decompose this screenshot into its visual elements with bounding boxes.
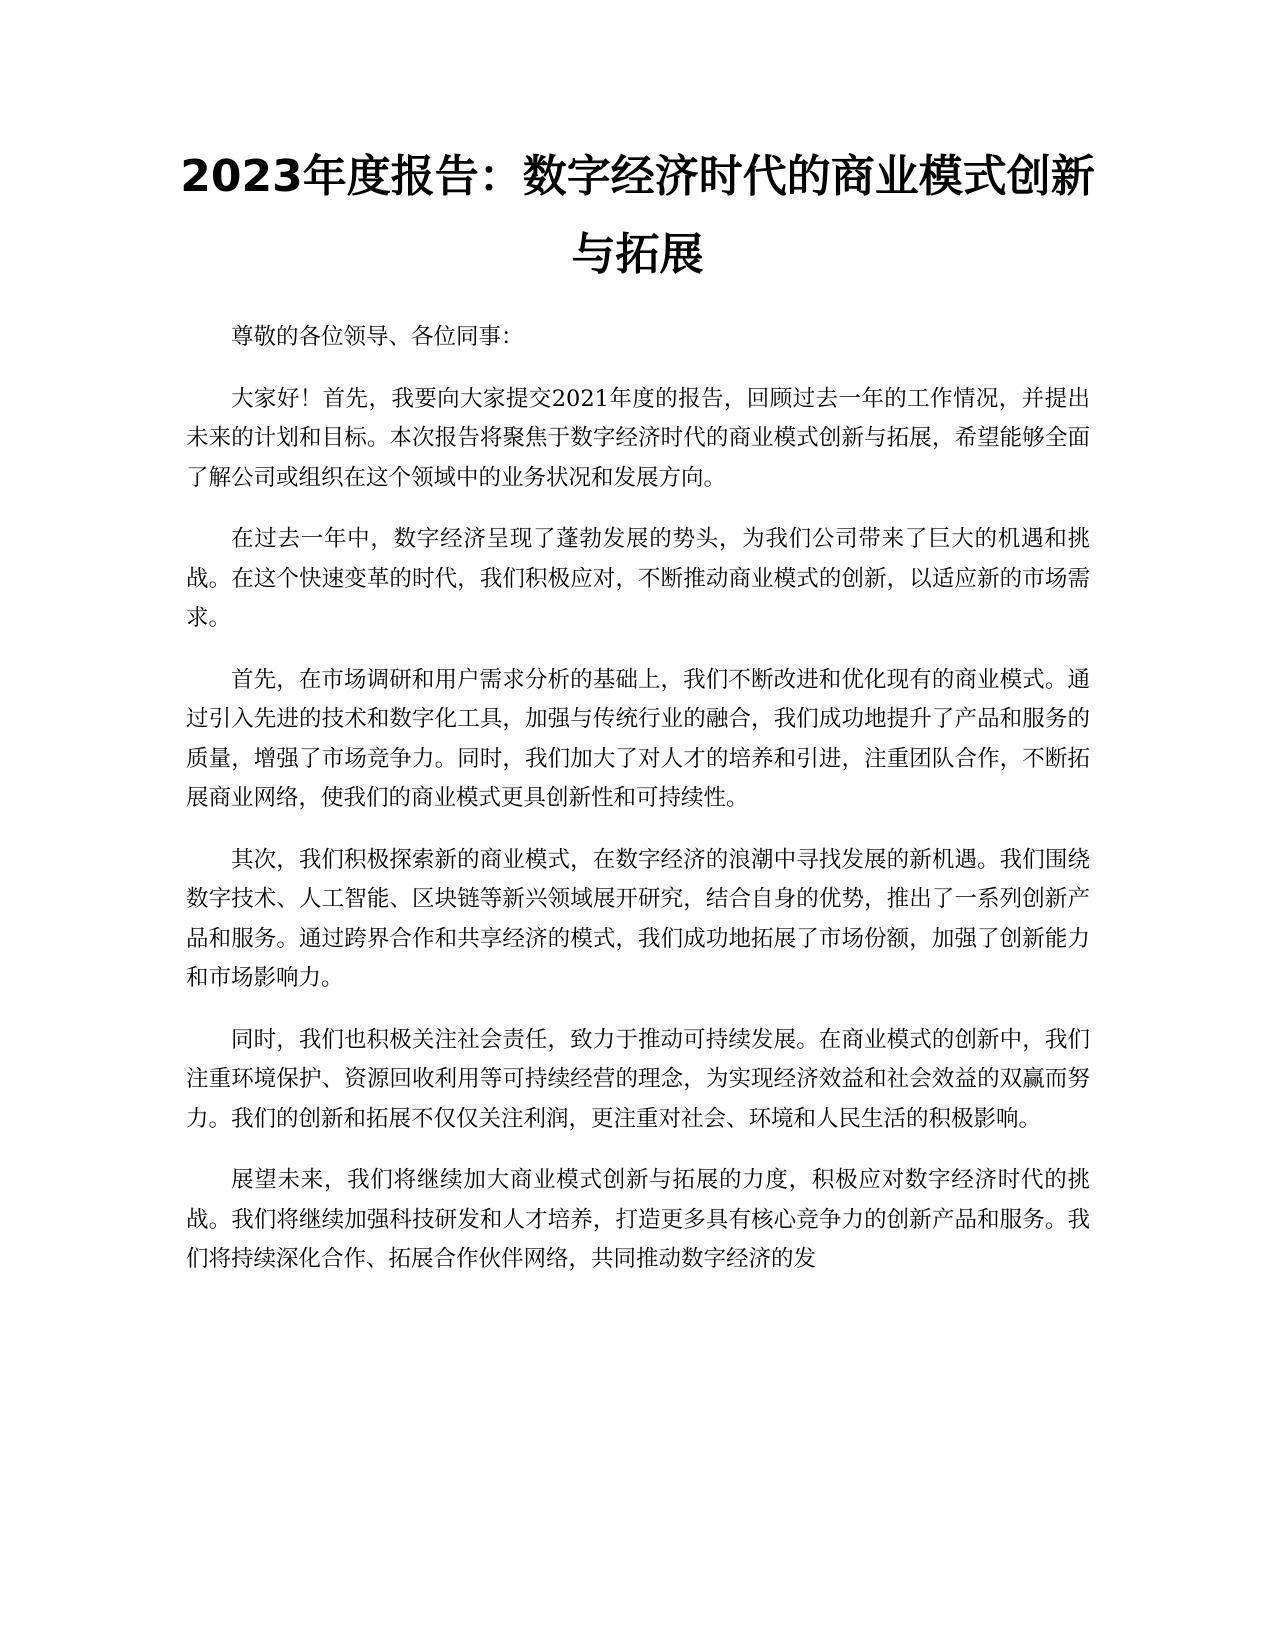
body-paragraph: 同时，我们也积极关注社会责任，致力于推动可持续发展。在商业模式的创新中，我们注重环境保护、资源回收利用等可持续经营的理念，为实现经济效益和社会效益的双赢而努力。我们的创新和拓展不仅仅关注利润，更注重对社会、环境和人民生活的积极影响。 [186, 1026, 1090, 1132]
document-title: 2023年度报告：数字经济时代的商业模式创新与拓展 [180, 151, 1095, 280]
body-paragraph: 在过去一年中，数字经济呈现了蓬勃发展的势头，为我们公司带来了巨大的机遇和挑战。在这个快速变革的时代，我们积极应对，不断推动商业模式的创新，以适应新的市场需求。 [186, 526, 1090, 631]
document-body [186, 318, 1090, 1302]
body-paragraph: 展望未来，我们将继续加大商业模式创新与拓展的力度，积极应对数字经济时代的挑战。我们将继续加强科技研发和人才培养，打造更多具有核心竞争力的创新产品和服务。我们将持续深化合作、拓展合作伙伴网络，共同推动数字经济的发 [186, 1167, 1090, 1272]
salutation-paragraph: 尊敬的各位领导、各位同事： [231, 324, 524, 350]
body-paragraph: 大家好！首先，我要向大家提交2021年度的报告，回顾过去一年的工作情况，并提出未来的计划和目标。本次报告将聚焦于数字经济时代的商业模式创新与拓展，希望能够全面了解公司或组织在这个领域中的业务状况和发展方向。 [186, 385, 1090, 491]
body-paragraph: 首先，在市场调研和用户需求分析的基础上，我们不断改进和优化现有的商业模式。通过引入先进的技术和数字化工具，加强与传统行业的融合，我们成功地提升了产品和服务的质量，增强了市场竞争力。同时，我们加大了对人才的培养和引进，注重团队合作，不断拓展商业网络，使我们的商业模式更具创新性和可持续性。 [186, 666, 1090, 811]
body-paragraph: 其次，我们积极探索新的商业模式，在数字经济的浪潮中寻找发展的新机遇。我们围绕数字技术、人工智能、区块链等新兴领域展开研究，结合自身的优势，推出了一系列创新产品和服务。通过跨界合作和共享经济的模式，我们成功地拓展了市场份额，加强了创新能力和市场影响力。 [186, 846, 1090, 991]
